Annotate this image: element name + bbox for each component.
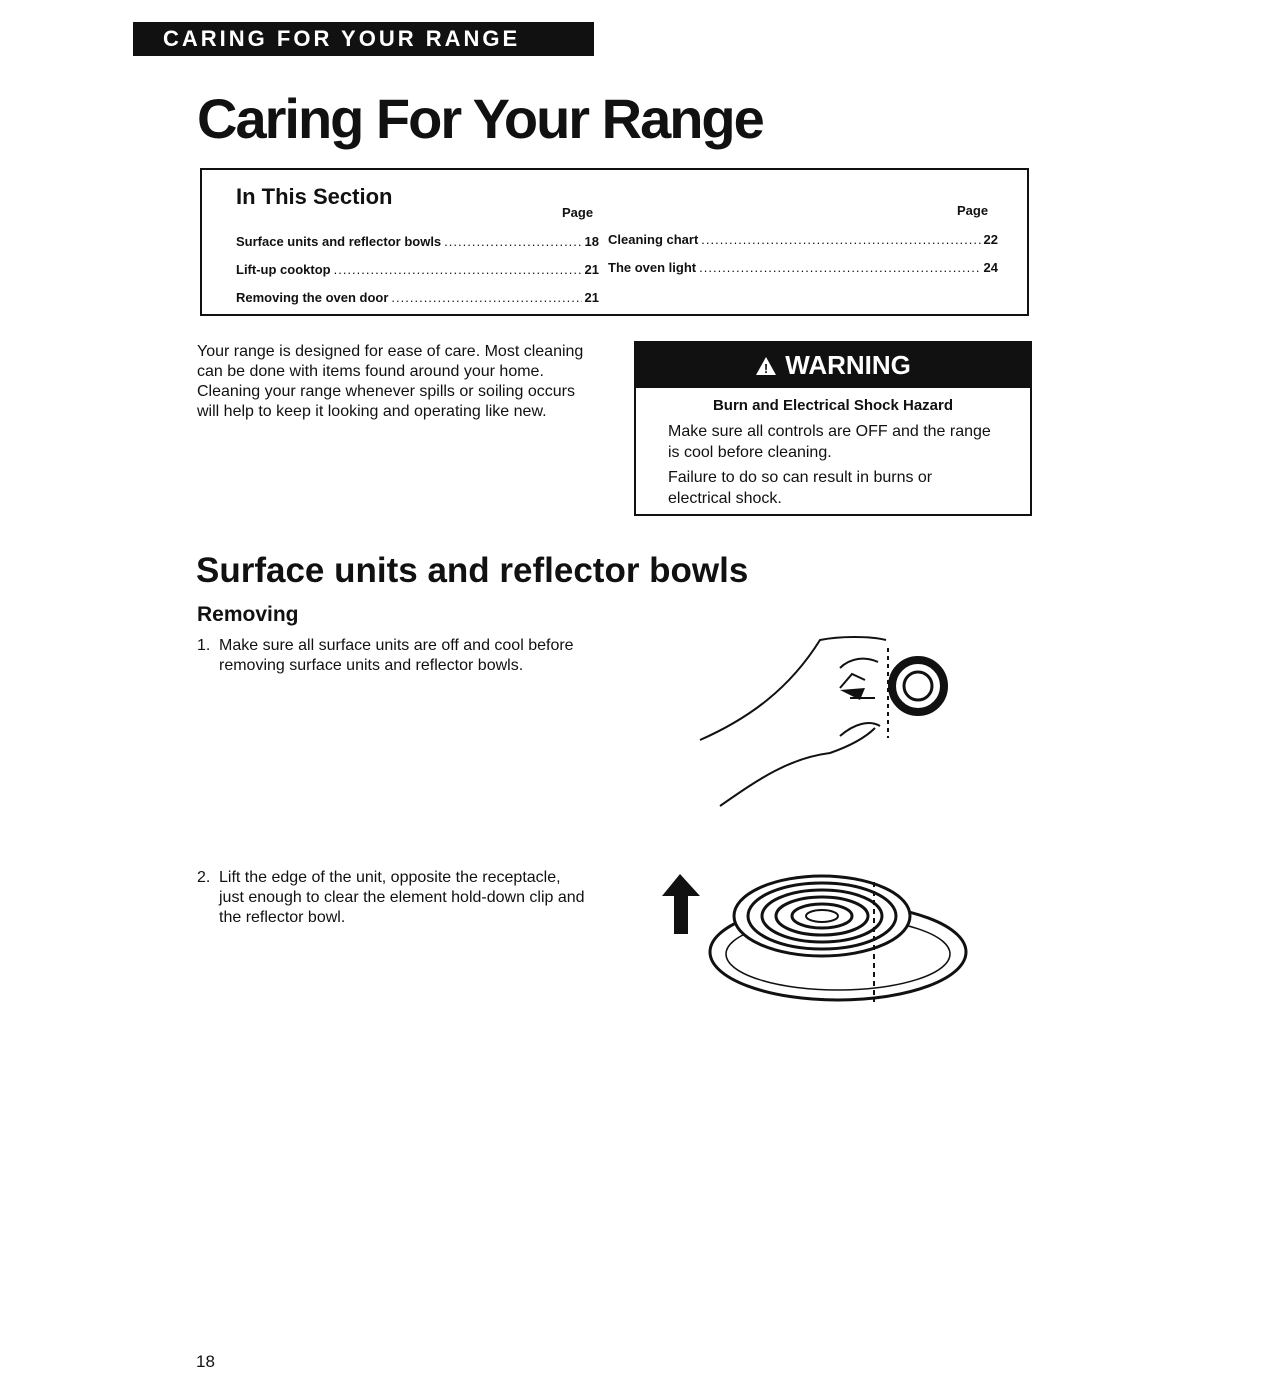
- step-text: Make sure all surface units are off and cool before removing surface units and reflector bowls.: [219, 637, 574, 674]
- warning-triangle-icon: [755, 354, 783, 379]
- toc-entry-page: 21: [584, 290, 599, 305]
- toc-entry[interactable]: [608, 232, 998, 247]
- toc-leader-dots: [334, 262, 582, 277]
- step-item: [197, 636, 587, 676]
- toc-leader-dots: [391, 290, 581, 305]
- toc-entry-page: 24: [983, 260, 998, 275]
- toc-entry[interactable]: [236, 234, 599, 249]
- subsection-heading: Removing: [197, 603, 299, 626]
- warning-symbol: !: [763, 361, 769, 376]
- page-title: Caring For Your Range: [197, 87, 763, 150]
- warning-signal-word: WARNING: [785, 350, 911, 380]
- toc-leader-dots: [444, 234, 581, 249]
- toc-leader-dots: [699, 260, 980, 275]
- toc-page-label-right: Page: [957, 203, 989, 218]
- toc-entry-label: Removing the oven door: [236, 290, 389, 305]
- section-title: Surface units and reflector bowls: [196, 551, 749, 590]
- toc-entry-label: The oven light: [608, 260, 697, 275]
- hand-turning-knob-illustration: [690, 628, 960, 818]
- in-this-section-box: [200, 168, 1029, 316]
- toc-entry[interactable]: [236, 290, 599, 305]
- step-text: Lift the edge of the unit, opposite the receptacle, just enough to clear the element hold-down clip and the reflector bowl.: [219, 869, 585, 926]
- toc-entry-label: Lift-up cooktop: [236, 262, 331, 277]
- toc-heading: In This Section: [236, 184, 393, 209]
- page-number: 18: [196, 1352, 215, 1371]
- toc-entry-label: Cleaning chart: [608, 232, 699, 247]
- warning-hazard-title: Burn and Electrical Shock Hazard: [712, 397, 954, 414]
- toc-entry[interactable]: [608, 260, 998, 275]
- step-item: [197, 868, 587, 928]
- up-arrow-icon: [662, 874, 700, 934]
- warning-box: [634, 341, 1032, 516]
- toc-entry-label: Surface units and reflector bowls: [236, 234, 442, 249]
- toc-entry-page: 21: [584, 262, 599, 277]
- toc-entry-page: 18: [584, 234, 599, 249]
- warning-consequence: Failure to do so can result in burns or electrical shock.: [668, 469, 933, 507]
- intro-paragraph: Your range is designed for ease of care. Most cleaning can be done with items found around your home. Cleaning your range whenever spills or soiling occurs will help to keep it looking and operating like new.: [197, 343, 584, 420]
- toc-page-label-left: Page: [562, 205, 594, 220]
- warning-instruction: Make sure all controls are OFF and the range is cool before cleaning.: [668, 423, 991, 461]
- toc-entry-page: 22: [983, 232, 998, 247]
- step-number: 1.: [197, 637, 211, 654]
- toc-entry[interactable]: [236, 262, 599, 277]
- step-number: 2.: [197, 869, 211, 886]
- section-banner: CARING FOR YOUR RANGE: [133, 22, 594, 56]
- warning-header: [636, 343, 1030, 388]
- toc-leader-dots: [701, 232, 980, 247]
- lift-surface-unit-illustration: [662, 862, 974, 1012]
